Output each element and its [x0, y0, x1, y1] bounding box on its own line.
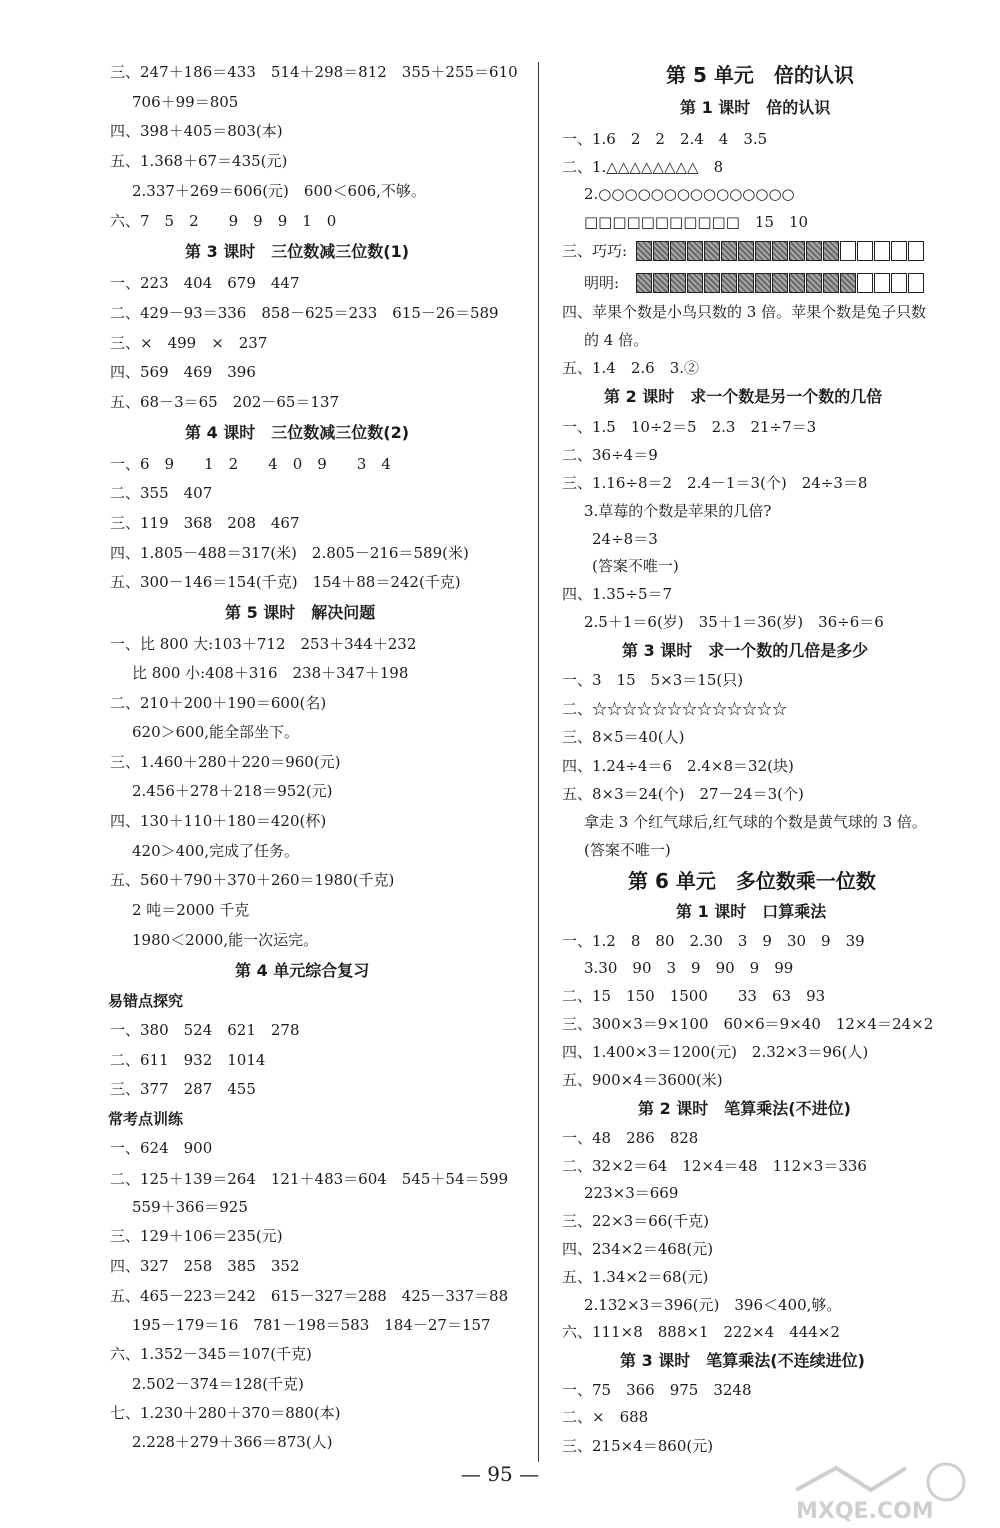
bar-cell — [806, 241, 822, 261]
bar-cell — [891, 273, 907, 293]
bar-cell — [670, 241, 686, 261]
section-label: 易错点探究 — [108, 992, 184, 1010]
answer-line: 2.456＋278＋218＝952(元) — [132, 782, 333, 800]
answer-line: 一、48 286 828 — [562, 1129, 699, 1147]
answer-line: 四、130＋110＋180＝420(杯) — [110, 812, 327, 830]
bar-cell — [653, 273, 669, 293]
bar-cell — [857, 241, 873, 261]
answer-line: 二、36÷4＝9 — [562, 446, 658, 464]
answer-line: 五、465－223＝242 615－327＝288 425－337＝88 — [110, 1287, 509, 1305]
answer-line: 一、6 9 1 2 4 0 9 3 4 — [110, 455, 391, 473]
lesson-heading: 第 1 课时 口算乘法 — [676, 902, 827, 921]
answer-line: 四、1.805－488＝317(米) 2.805－216＝589(米) — [110, 544, 469, 562]
answer-line: 一、3 15 5×3＝15(只) — [562, 671, 744, 689]
column-divider — [538, 62, 539, 1462]
bar-mingming — [636, 273, 925, 295]
lesson-heading: 第 4 课时 三位数减三位数(2) — [185, 423, 410, 442]
bar-cell — [908, 241, 924, 261]
answer-line: 五、68－3＝65 202－65＝137 — [110, 393, 340, 411]
bar-cell — [772, 241, 788, 261]
page-number: — 95 — — [460, 1462, 540, 1486]
answer-line: 2.○○○○○○○○○○○○○○○ — [584, 185, 795, 203]
answer-line: 195－179＝16 781－198＝583 184－27＝157 — [132, 1316, 491, 1334]
answer-line: 明明: — [584, 274, 620, 292]
answer-line: 223×3＝669 — [584, 1184, 679, 1202]
answer-line: 二、429－93＝336 858－625＝233 615－26＝589 — [110, 304, 499, 322]
answer-line: 四、398＋405＝803(本) — [110, 122, 283, 140]
answer-line: 五、1.368＋67＝435(元) — [110, 152, 288, 170]
answer-line: 2.337＋269＝606(元) 600＜606,不够。 — [132, 182, 426, 200]
answer-line: 一、223 404 679 447 — [110, 274, 300, 292]
answer-line: 五、1.34×2＝68(元) — [562, 1268, 709, 1286]
answer-line: 四、569 469 396 — [110, 363, 256, 381]
answer-line: 559＋366＝925 — [132, 1198, 248, 1216]
bar-cell — [721, 241, 737, 261]
answer-line: 二、32×2＝64 12×4＝48 112×3＝336 — [562, 1157, 867, 1175]
answer-line: 五、300－146＝154(千克) 154＋88＝242(千克) — [110, 573, 461, 591]
answer-line: 六、1.352－345＝107(千克) — [110, 1345, 312, 1363]
answer-line: 706＋99＝805 — [132, 93, 239, 111]
bar-cell — [755, 241, 771, 261]
answer-line: 2.502－374＝128(千克) — [132, 1375, 304, 1393]
answer-line: □□□□□□□□□□□ 15 10 — [584, 213, 809, 231]
answer-line: 1980＜2000,能一次运完。 — [132, 931, 319, 949]
answer-line: 三、119 368 208 467 — [110, 514, 300, 532]
bar-cell — [891, 241, 907, 261]
answer-line: 四、苹果个数是小鸟只数的 3 倍。苹果个数是兔子只数 — [562, 303, 927, 321]
answer-line: 三、1.16÷8＝2 2.4－1＝3(个) 24÷3＝8 — [562, 474, 868, 492]
answer-line: 四、1.35÷5＝7 — [562, 585, 673, 603]
lesson-heading: 第 5 课时 解决问题 — [225, 603, 376, 622]
answer-line: 24÷8＝3 — [592, 530, 658, 548]
answer-line: 五、560＋790＋370＋260＝1980(千克) — [110, 871, 395, 889]
answer-line: 四、1.400×3＝1200(元) 2.32×3＝96(人) — [562, 1043, 869, 1061]
bar-cell — [874, 241, 890, 261]
answer-line: 2.132×3＝396(元) 396＜400,够。 — [584, 1296, 842, 1314]
bar-cell — [636, 241, 652, 261]
answer-line: 七、1.230＋280＋370＝880(本) — [110, 1404, 341, 1422]
answer-line: 三、8×5＝40(人) — [562, 728, 685, 746]
answer-line: (答案不唯一) — [584, 841, 671, 859]
answer-line: 五、1.4 2.6 3.② — [562, 359, 700, 377]
answer-line: 二、15 150 1500 33 63 93 — [562, 987, 826, 1005]
answer-line: 一、624 900 — [110, 1139, 213, 1157]
answer-line: 五、8×3＝24(个) 27－24＝3(个) — [562, 785, 804, 803]
answer-line: 四、234×2＝468(元) — [562, 1240, 714, 1258]
answer-line: 二、210＋200＋190＝600(名) — [110, 694, 327, 712]
bar-cell — [738, 273, 754, 293]
answer-line: 一、75 366 975 3248 — [562, 1381, 752, 1399]
bar-cell — [789, 241, 805, 261]
bar-cell — [704, 273, 720, 293]
answer-line: 三、巧巧: — [562, 242, 628, 260]
answer-line: 五、900×4＝3600(米) — [562, 1071, 723, 1089]
answer-line: 620＞600,能全部坐下。 — [132, 723, 300, 741]
bar-cell — [823, 273, 839, 293]
answer-line: 六、111×8 888×1 222×4 444×2 — [562, 1323, 840, 1341]
bar-cell — [653, 241, 669, 261]
answer-line: 二、☆☆☆☆☆☆☆☆☆☆☆☆☆ — [562, 700, 788, 718]
answer-line: 拿走 3 个红气球后,红气球的个数是黄气球的 3 倍。 — [584, 813, 927, 831]
answer-line: 三、1.460＋280＋220＝960(元) — [110, 753, 341, 771]
lesson-heading: 第 4 单元综合复习 — [235, 961, 370, 980]
bar-cell — [789, 273, 805, 293]
answer-line: 一、380 524 621 278 — [110, 1021, 300, 1039]
answer-line: 比 800 小:408＋316 238＋347＋198 — [132, 664, 409, 682]
section-label: 常考点训练 — [108, 1110, 184, 1128]
bar-cell — [840, 273, 856, 293]
lesson-heading: 第 3 课时 三位数减三位数(1) — [185, 242, 410, 261]
bar-cell — [823, 241, 839, 261]
lesson-heading: 第 2 课时 求一个数是另一个数的几倍 — [604, 387, 883, 406]
answer-line: 六、7 5 2 9 9 9 1 0 — [110, 212, 337, 230]
answer-line: 二、611 932 1014 — [110, 1051, 266, 1069]
bar-cell — [687, 241, 703, 261]
answer-line: 三、129＋106＝235(元) — [110, 1227, 283, 1245]
watermark-logo — [776, 1460, 986, 1522]
bar-cell — [908, 273, 924, 293]
lesson-heading: 第 3 课时 求一个数的几倍是多少 — [622, 641, 869, 660]
answer-line: 三、215×4＝860(元) — [562, 1437, 714, 1455]
bar-cell — [857, 273, 873, 293]
answer-line: 的 4 倍。 — [584, 331, 649, 349]
bar-cell — [704, 241, 720, 261]
answer-line: 三、× 499 × 237 — [110, 334, 268, 352]
answer-line: 三、22×3＝66(千克) — [562, 1212, 709, 1230]
answer-line: 三、300×3＝9×100 60×6＝9×40 12×4＝24×2 — [562, 1015, 934, 1033]
bar-cell — [806, 273, 822, 293]
lesson-heading: 第 1 课时 倍的认识 — [680, 98, 831, 117]
answer-line: (答案不唯一) — [592, 557, 679, 575]
answer-line: 三、247＋186＝433 514＋298＝812 355＋255＝610 — [110, 63, 518, 81]
bar-cell — [840, 241, 856, 261]
answer-line: 四、327 258 385 352 — [110, 1257, 300, 1275]
answer-line: 二、× 688 — [562, 1408, 649, 1426]
answer-line: 2 吨＝2000 千克 — [132, 901, 250, 919]
bar-cell — [755, 273, 771, 293]
answer-line: 2.5＋1＝6(岁) 35＋1＝36(岁) 36÷6＝6 — [584, 613, 884, 631]
watermark-text: MXQE.COM — [796, 1499, 934, 1522]
bar-cell — [721, 273, 737, 293]
answer-line: 二、1.△△△△△△△△ 8 — [562, 158, 724, 176]
answer-line: 一、1.2 8 80 2.30 3 9 30 9 39 — [562, 932, 865, 950]
unit-heading: 第 5 单元 倍的认识 — [666, 63, 854, 87]
answer-line: 二、355 407 — [110, 484, 213, 502]
answer-line: 一、比 800 大:103＋712 253＋344＋232 — [110, 635, 417, 653]
answer-line: 二、125＋139＝264 121＋483＝604 545＋54＝599 — [110, 1170, 509, 1188]
bar-cell — [772, 273, 788, 293]
answer-line: 3.30 90 3 9 90 9 99 — [584, 959, 794, 977]
answer-line: 三、377 287 455 — [110, 1080, 256, 1098]
bar-cell — [738, 241, 754, 261]
answer-line: 一、1.6 2 2 2.4 4 3.5 — [562, 130, 768, 148]
answer-line: 2.228＋279＋366＝873(人) — [132, 1433, 333, 1451]
answer-line: 3.草莓的个数是苹果的几倍? — [584, 502, 772, 520]
answer-line: 420＞400,完成了任务。 — [132, 842, 300, 860]
bar-cell — [636, 273, 652, 293]
bar-cell — [670, 273, 686, 293]
bar-cell — [687, 273, 703, 293]
answer-line: 一、1.5 10÷2＝5 2.3 21÷7＝3 — [562, 418, 817, 436]
answer-line: 四、1.24÷4＝6 2.4×8＝32(块) — [562, 757, 794, 775]
lesson-heading: 第 2 课时 笔算乘法(不进位) — [638, 1099, 851, 1118]
unit-heading: 第 6 单元 多位数乘一位数 — [628, 869, 876, 893]
lesson-heading: 第 3 课时 笔算乘法(不连续进位) — [620, 1351, 865, 1370]
bar-qiaoqiao — [636, 241, 925, 263]
bar-cell — [874, 273, 890, 293]
